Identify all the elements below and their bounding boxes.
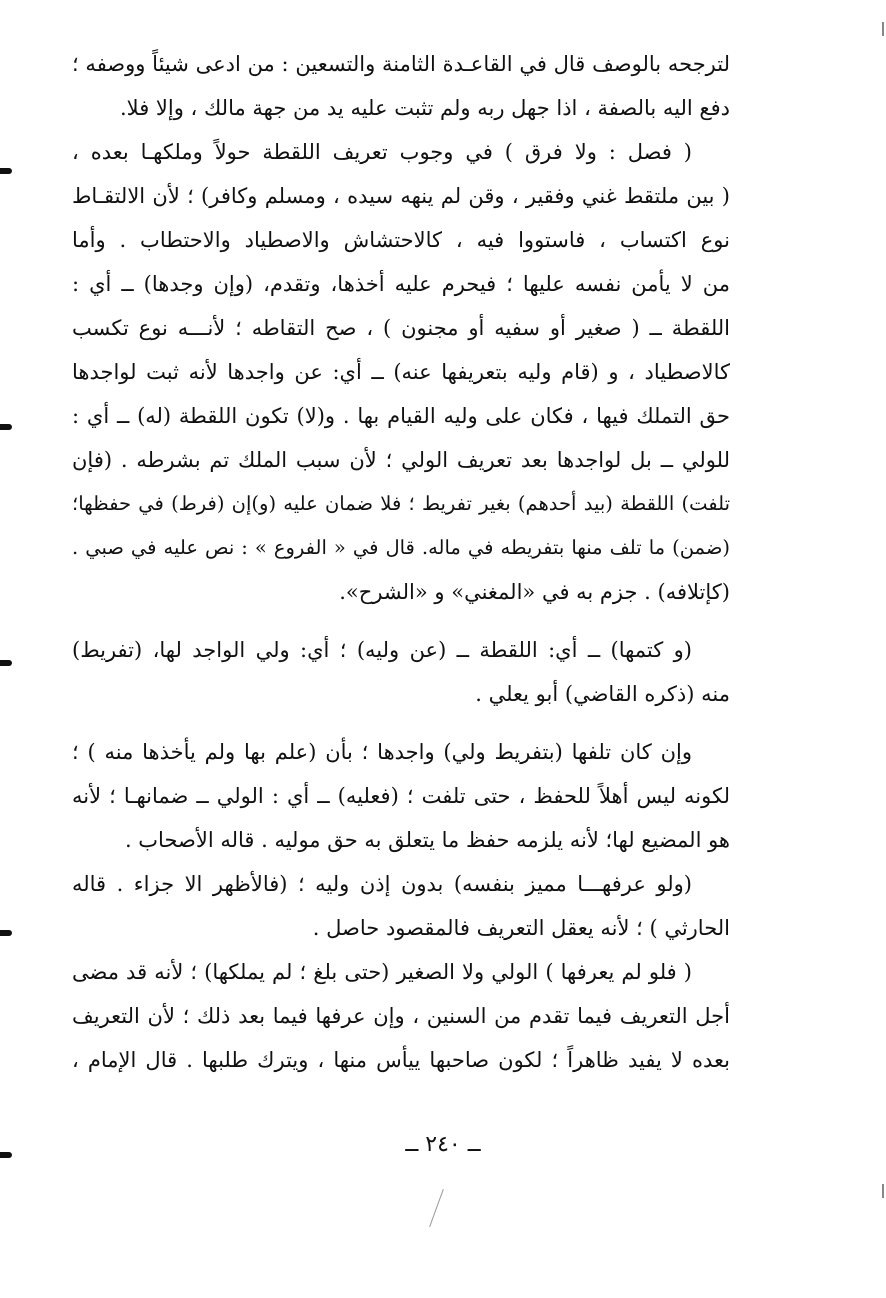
- text-line: هو المضيع لها؛ لأنه يلزمه حفظ ما يتعلق به حق موليه . قاله الأصحاب .: [124, 828, 730, 852]
- text-line: دفع اليه بالصفة ، اذا جهل ربه ولم تثبت عليه يد من جهة مالك ، وإلا فلا.: [119, 96, 730, 120]
- text-line: كالاصطياد ، و (قام وليه بتعريفها عنه) ــ أي: عن واجدها لأنه ثبت لواجدها: [72, 360, 730, 384]
- margin-mark: [882, 22, 884, 36]
- text-line: (و كتمها) ــ أي: اللقطة ــ (عن وليه) ؛ أي: ولي الواجد لها، (تفريط): [72, 638, 692, 662]
- margin-mark: [0, 424, 12, 430]
- margin-mark: [0, 168, 12, 174]
- text-line: تلفت) اللقطة (بيد أحدهم) بغير تفريط ؛ فلا ضمان عليه (و)إن (فرط) في حفظها؛: [72, 492, 730, 515]
- text-line: ( بين ملتقط غني وفقير ، وقن لم ينهه سيده ، ومسلم وكافر) ؛ لأن الالتقـاط: [72, 184, 730, 208]
- text-line: الحارثي ) ؛ لأنه يعقل التعريف فالمقصود حاصل .: [312, 916, 730, 940]
- margin-mark: [0, 660, 12, 666]
- text-line: حق التملك فيها ، فكان على وليه القيام بها . و(لا) تكون اللقطة (له) ــ أي :: [72, 404, 730, 428]
- text-line: من لا يأمن نفسه عليها ؛ فيحرم عليه أخذها، وتقدم، (وإن وجدها) ــ أي :: [72, 272, 730, 296]
- text-line: وإن كان تلفها (بتفريط ولي) واجدها ؛ بأن (علم بها ولم يأخذها منه ) ؛: [72, 740, 692, 764]
- text-line: (ضمن) ما تلف منها بتفريطه في ماله. قال في « الفروع » : نص عليه في صبي .: [72, 536, 730, 559]
- text-line: منه (ذكره القاضي) أبو يعلي .: [475, 682, 730, 706]
- text-line: ( فصل : ولا فرق ) في وجوب تعريف اللقطة حولاً وملكهـا بعده ،: [72, 140, 692, 164]
- text-line: أجل التعريف فيما تقدم من السنين ، وإن عرفها فيما بعد ذلك ؛ لأن التعريف: [72, 1004, 730, 1028]
- body-text: [72, 42, 730, 1082]
- pen-stroke: [429, 1189, 444, 1227]
- margin-mark: [882, 1184, 884, 1198]
- margin-mark: [0, 930, 12, 936]
- text-line: بعده لا يفيد ظاهراً ؛ لكون صاحبها ييأس منها ، ويترك طلبها . قال الإمام ،: [72, 1048, 730, 1072]
- text-line: للولي ــ بل لواجدها بعد تعريف الولي ؛ لأن سبب الملك تم بشرطه . (فإن: [72, 448, 730, 472]
- text-line: (ولو عرفهـــا مميز بنفسه) بدون إذن وليه ؛ (فالأظهر الا جزاء . قاله: [72, 872, 692, 896]
- text-line: لكونه ليس أهلاً للحفظ ، حتى تلفت ؛ (فعليه) ــ أي : الولي ــ ضمانهـا ؛ لأنه: [72, 784, 730, 808]
- page-number: ــ ٢٤٠ ــ: [405, 1132, 481, 1157]
- text-line: نوع اكتساب ، فاستووا فيه ، كالاحتشاش والاصطياد والاحتطاب . وأما: [72, 228, 730, 252]
- text-line: لترجحه بالوصف قال في القاعـدة الثامنة والتسعين : من ادعى شيئاً ووصفه ؛: [72, 52, 730, 76]
- text-line: (كإتلافه) . جزم به في «المغني» و «الشرح».: [339, 580, 730, 604]
- text-line: اللقطة ــ ( صغير أو سفيه أو مجنون ) ، صح التقاطه ؛ لأنـــه نوع تكسب: [72, 316, 730, 340]
- text-line: ( فلو لم يعرفها ) الولي ولا الصغير (حتى بلغ ؛ لم يملكها) ؛ لأنه قد مضى: [72, 960, 692, 984]
